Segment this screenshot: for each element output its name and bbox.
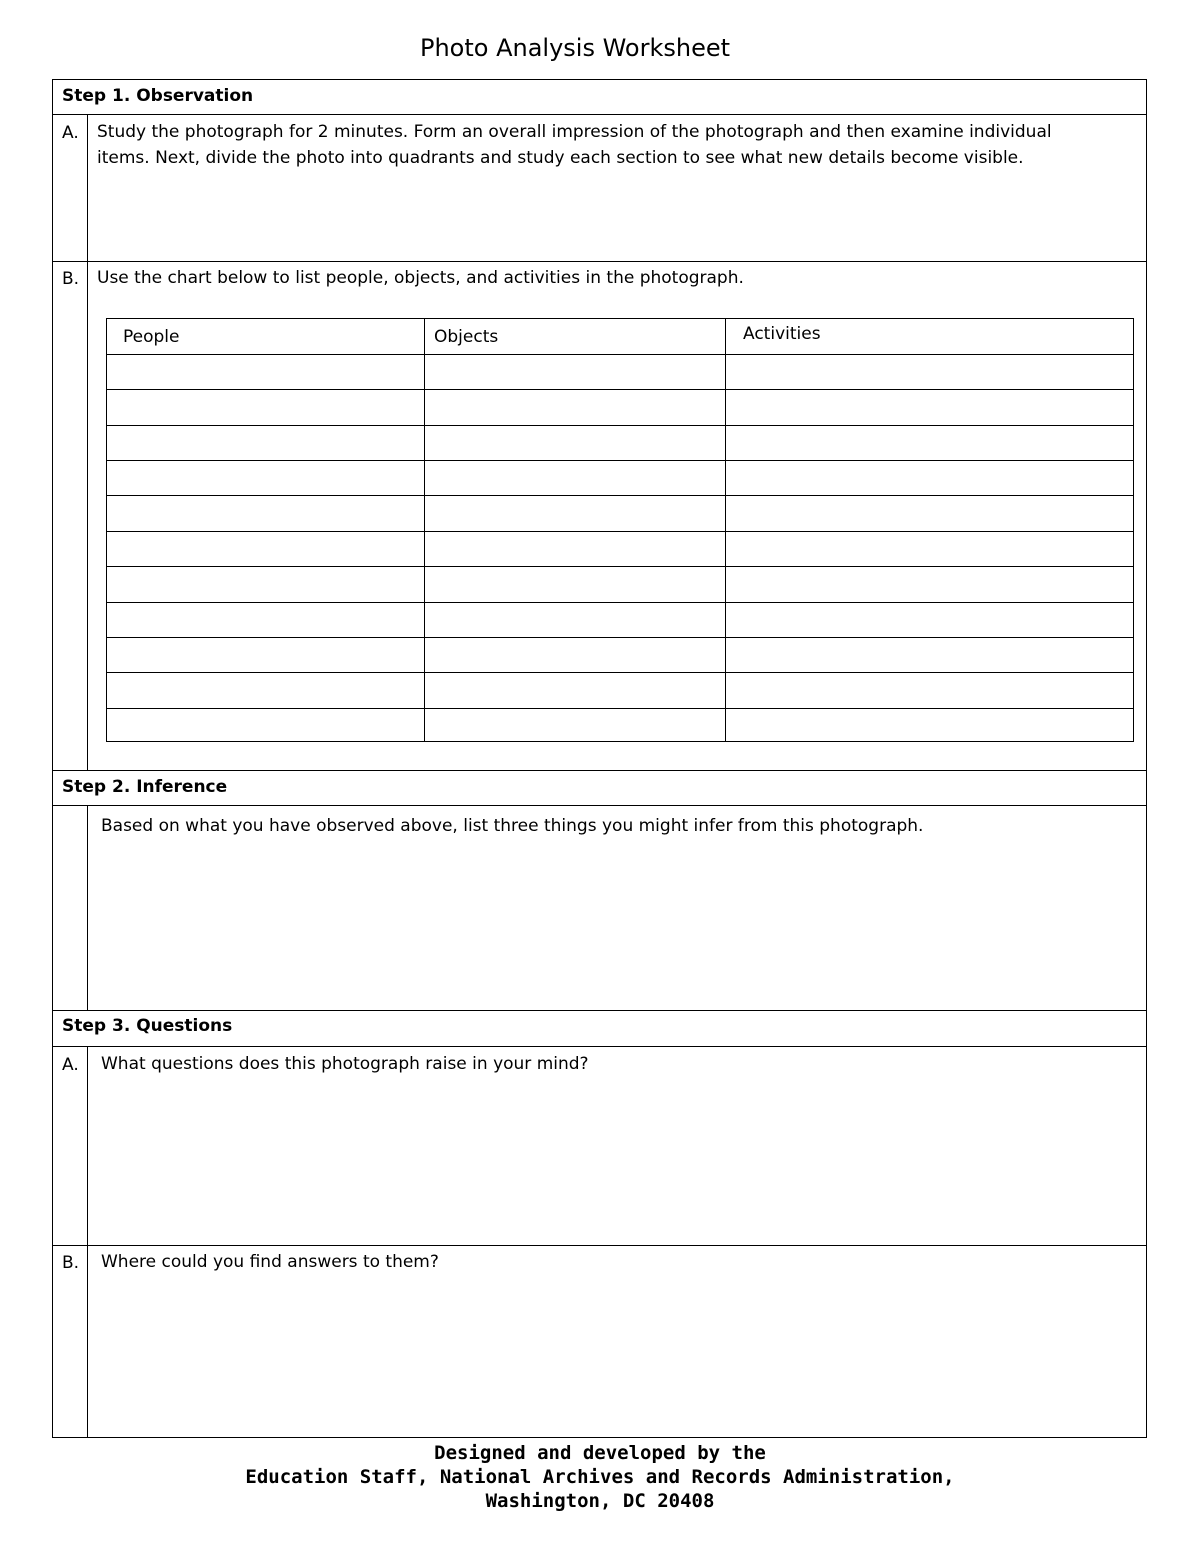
divider-step2-heading (52, 805, 1147, 806)
step1-b-letter: B. (62, 269, 80, 289)
step1-a-answer-area[interactable] (89, 175, 1145, 259)
chart-cell-activities[interactable] (727, 391, 1131, 422)
step1-b-instructions: Use the chart below to list people, objects, and activities in the photograph. (97, 268, 744, 288)
divider-step1-a (52, 261, 1147, 262)
chart-cell-people[interactable] (109, 710, 422, 741)
chart-row-divider (107, 354, 1133, 355)
footer-line3: Washington, DC 20408 (485, 1490, 715, 1512)
step3-b-instructions: Where could you find answers to them? (101, 1252, 439, 1272)
letter-column-divider-step3 (87, 1046, 88, 1438)
chart-cell-objects[interactable] (426, 604, 723, 635)
step1-a-instructions (97, 119, 1052, 171)
divider-step1-b (52, 770, 1147, 771)
chart-cell-people[interactable] (109, 533, 422, 564)
chart-cell-objects[interactable] (426, 356, 723, 387)
chart-cell-objects[interactable] (426, 639, 723, 670)
chart-row-divider (107, 495, 1133, 496)
chart-cell-activities[interactable] (727, 497, 1131, 528)
letter-column-divider-step1 (87, 114, 88, 770)
step2-instructions: Based on what you have observed above, list three things you might infer from this photograph. (101, 816, 924, 836)
divider-step1-heading (52, 114, 1147, 115)
chart-cell-people[interactable] (109, 604, 422, 635)
chart-cell-objects[interactable] (426, 533, 723, 564)
observation-chart (106, 318, 1134, 742)
chart-cell-people[interactable] (109, 674, 422, 705)
chart-cell-activities[interactable] (727, 639, 1131, 670)
chart-row-divider (107, 460, 1133, 461)
chart-row-divider (107, 425, 1133, 426)
chart-row-divider (107, 602, 1133, 603)
footer-line2: Education Staff, National Archives and Records Administration, (245, 1466, 955, 1488)
chart-cell-objects[interactable] (426, 391, 723, 422)
chart-cell-activities[interactable] (727, 462, 1131, 493)
chart-cell-activities[interactable] (727, 710, 1131, 741)
chart-row-divider (107, 531, 1133, 532)
step3-b-answer-area[interactable] (89, 1281, 1145, 1436)
step1-a-line1: Study the photograph for 2 minutes. Form an overall impression of the photograph and then examine individual (97, 122, 1052, 142)
step3-a-instructions: What questions does this photograph raise in your mind? (101, 1054, 589, 1074)
chart-cell-objects[interactable] (426, 568, 723, 599)
step3-heading: Step 3. Questions (62, 1016, 233, 1036)
step3-b-letter: B. (62, 1253, 80, 1273)
divider-step3-a (52, 1245, 1147, 1246)
chart-cell-objects[interactable] (426, 497, 723, 528)
page-title: Photo Analysis Worksheet (419, 34, 731, 62)
chart-cell-people[interactable] (109, 639, 422, 670)
chart-header-objects: Objects (434, 327, 499, 347)
step2-heading: Step 2. Inference (62, 777, 228, 797)
chart-cell-activities[interactable] (727, 604, 1131, 635)
chart-cell-activities[interactable] (727, 356, 1131, 387)
step1-a-letter: A. (62, 123, 79, 143)
chart-row-divider (107, 566, 1133, 567)
chart-cell-objects[interactable] (426, 674, 723, 705)
chart-cell-people[interactable] (109, 356, 422, 387)
chart-cell-activities[interactable] (727, 427, 1131, 458)
chart-row-divider (107, 672, 1133, 673)
chart-cell-objects[interactable] (426, 710, 723, 741)
credits-footer (0, 1441, 1200, 1513)
chart-cell-people[interactable] (109, 497, 422, 528)
chart-header-people: People (123, 327, 180, 347)
chart-cell-people[interactable] (109, 568, 422, 599)
step3-a-answer-area[interactable] (89, 1083, 1145, 1243)
chart-cell-people[interactable] (109, 462, 422, 493)
chart-cell-objects[interactable] (426, 427, 723, 458)
step3-a-letter: A. (62, 1055, 79, 1075)
divider-step2-body (52, 1010, 1147, 1011)
chart-cell-people[interactable] (109, 391, 422, 422)
chart-row-divider (107, 708, 1133, 709)
chart-cell-people[interactable] (109, 427, 422, 458)
step1-a-line2: items. Next, divide the photo into quadrants and study each section to see what new details become visible. (97, 148, 1024, 168)
chart-header-activities: Activities (743, 324, 821, 344)
chart-cell-activities[interactable] (727, 674, 1131, 705)
footer-line1: Designed and developed by the (434, 1442, 766, 1464)
step2-answer-area[interactable] (89, 845, 1145, 1008)
step1-heading: Step 1. Observation (62, 86, 254, 106)
chart-cell-activities[interactable] (727, 568, 1131, 599)
chart-row-divider (107, 637, 1133, 638)
chart-cell-objects[interactable] (426, 462, 723, 493)
divider-step3-heading (52, 1046, 1147, 1047)
chart-cell-activities[interactable] (727, 533, 1131, 564)
letter-column-divider-step2 (87, 805, 88, 1010)
chart-row-divider (107, 389, 1133, 390)
